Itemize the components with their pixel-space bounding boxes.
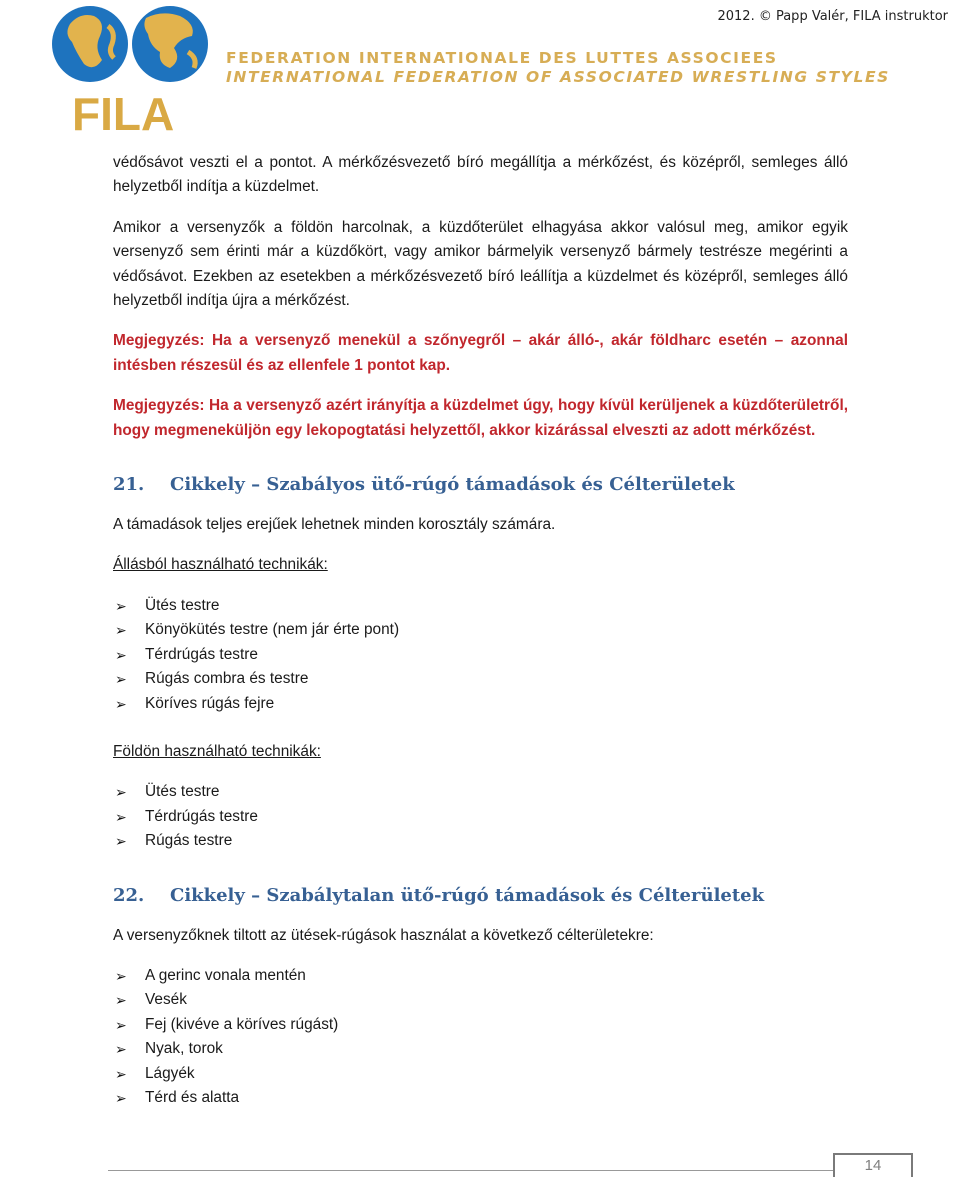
note-1: Megjegyzés: Ha a versenyző menekül a szőnyegről – akár álló-, akár földharc esetén – azonnal intésben részesül és az ellenfele 1 pontot kap. — [113, 332, 848, 374]
list-item: ➢ Térd és alatta — [113, 1086, 848, 1110]
list-item: ➢ Ütés testre — [113, 594, 848, 618]
arrow-bullet-icon: ➢ — [115, 1089, 127, 1106]
list-item: ➢ Térdrúgás testre — [113, 643, 848, 667]
arrow-bullet-icon: ➢ — [115, 808, 127, 825]
forbidden-targets-list — [113, 964, 848, 1110]
list-item: ➢ Lágyék — [113, 1062, 848, 1086]
arrow-bullet-icon: ➢ — [115, 833, 127, 850]
footer-divider — [108, 1170, 912, 1171]
paragraph-1: védősávot veszti el a pontot. A mérkőzésvezető bíró megállítja a mérkőzést, és középről, semleges álló helyzetből indítja a küzdelmet. — [113, 154, 848, 196]
ground-techniques-list — [113, 780, 848, 853]
list-item: ➢ A gerinc vonala mentén — [113, 964, 848, 988]
list-item: ➢ Fej (kivéve a köríves rúgást) — [113, 1013, 848, 1037]
list-item: ➢ Térdrúgás testre — [113, 805, 848, 829]
article-21-title: Cikkely – Szabályos ütő-rúgó támadások és Célterületek — [170, 474, 735, 496]
list-item: ➢ Nyak, torok — [113, 1037, 848, 1061]
list-item: ➢ Vesék — [113, 988, 848, 1012]
list-item: ➢ Rúgás testre — [113, 829, 848, 853]
ground-techniques-label: Földön használható technikák: — [113, 742, 321, 760]
article-21-intro: A támadások teljes erejűek lehetnek minden korosztály számára. — [113, 516, 556, 534]
fila-logo — [50, 2, 215, 134]
list-item: ➢ Könyökütés testre (nem jár érte pont) — [113, 618, 848, 642]
article-22-title: Cikkely – Szabálytalan ütő-rúgó támadások és Célterületek — [170, 884, 765, 906]
arrow-bullet-icon: ➢ — [115, 784, 127, 801]
list-item: ➢ Köríves rúgás fejre — [113, 692, 848, 716]
federation-name-en: INTERNATIONAL FEDERATION OF ASSOCIATED WRESTLING STYLES — [226, 68, 890, 86]
standing-techniques-list — [113, 594, 848, 716]
paragraph-2: Amikor a versenyzők a földön harcolnak, a küzdőterület elhagyása akkor valósul meg, amikor egyik versenyző sem érinti már a küzdőkört, vagy amikor bármelyik versenyző bármely testrésze megérinti a védősávot. Ezekben az esetekben a mérkőzésvezető bíró leállítja a küzdelmet és középről, semleges álló helyzetből indítja újra a mérkőzést. — [113, 218, 848, 310]
list-item: ➢ Rúgás combra és testre — [113, 667, 848, 691]
arrow-bullet-icon: ➢ — [115, 671, 127, 688]
arrow-bullet-icon: ➢ — [115, 695, 127, 712]
arrow-bullet-icon: ➢ — [115, 1041, 127, 1058]
arrow-bullet-icon: ➢ — [115, 992, 127, 1009]
federation-name-fr: FEDERATION INTERNATIONALE DES LUTTES ASSOCIEES — [226, 49, 778, 67]
list-item: ➢ Ütés testre — [113, 780, 848, 804]
article-21-number: 21. — [113, 474, 145, 496]
article-22-number: 22. — [113, 884, 145, 906]
arrow-bullet-icon: ➢ — [115, 622, 127, 639]
page-number: 14 — [833, 1153, 913, 1177]
arrow-bullet-icon: ➢ — [115, 1016, 127, 1033]
article-21-heading — [113, 474, 848, 495]
standing-techniques-label: Állásból használható technikák: — [113, 556, 328, 574]
note-2: Megjegyzés: Ha a versenyző azért irányítja a küzdelmet úgy, hogy kívül kerüljenek a küzdőterületről, hogy megmeneküljön egy lekopogtatási helyzettől, akkor kizárással elveszti az adott mérkőzést. — [113, 397, 848, 439]
document-body — [113, 151, 848, 1110]
header-meta: 2012. © Papp Valér, FILA instruktor — [717, 9, 948, 24]
arrow-bullet-icon: ➢ — [115, 967, 127, 984]
federation-name — [226, 49, 890, 87]
logo-wordmark: FILA — [72, 88, 175, 134]
arrow-bullet-icon: ➢ — [115, 646, 127, 663]
article-22-heading — [113, 885, 848, 906]
article-22-intro: A versenyzőknek tiltott az ütések-rúgások használat a következő célterületekre: — [113, 926, 654, 944]
arrow-bullet-icon: ➢ — [115, 597, 127, 614]
arrow-bullet-icon: ➢ — [115, 1065, 127, 1082]
